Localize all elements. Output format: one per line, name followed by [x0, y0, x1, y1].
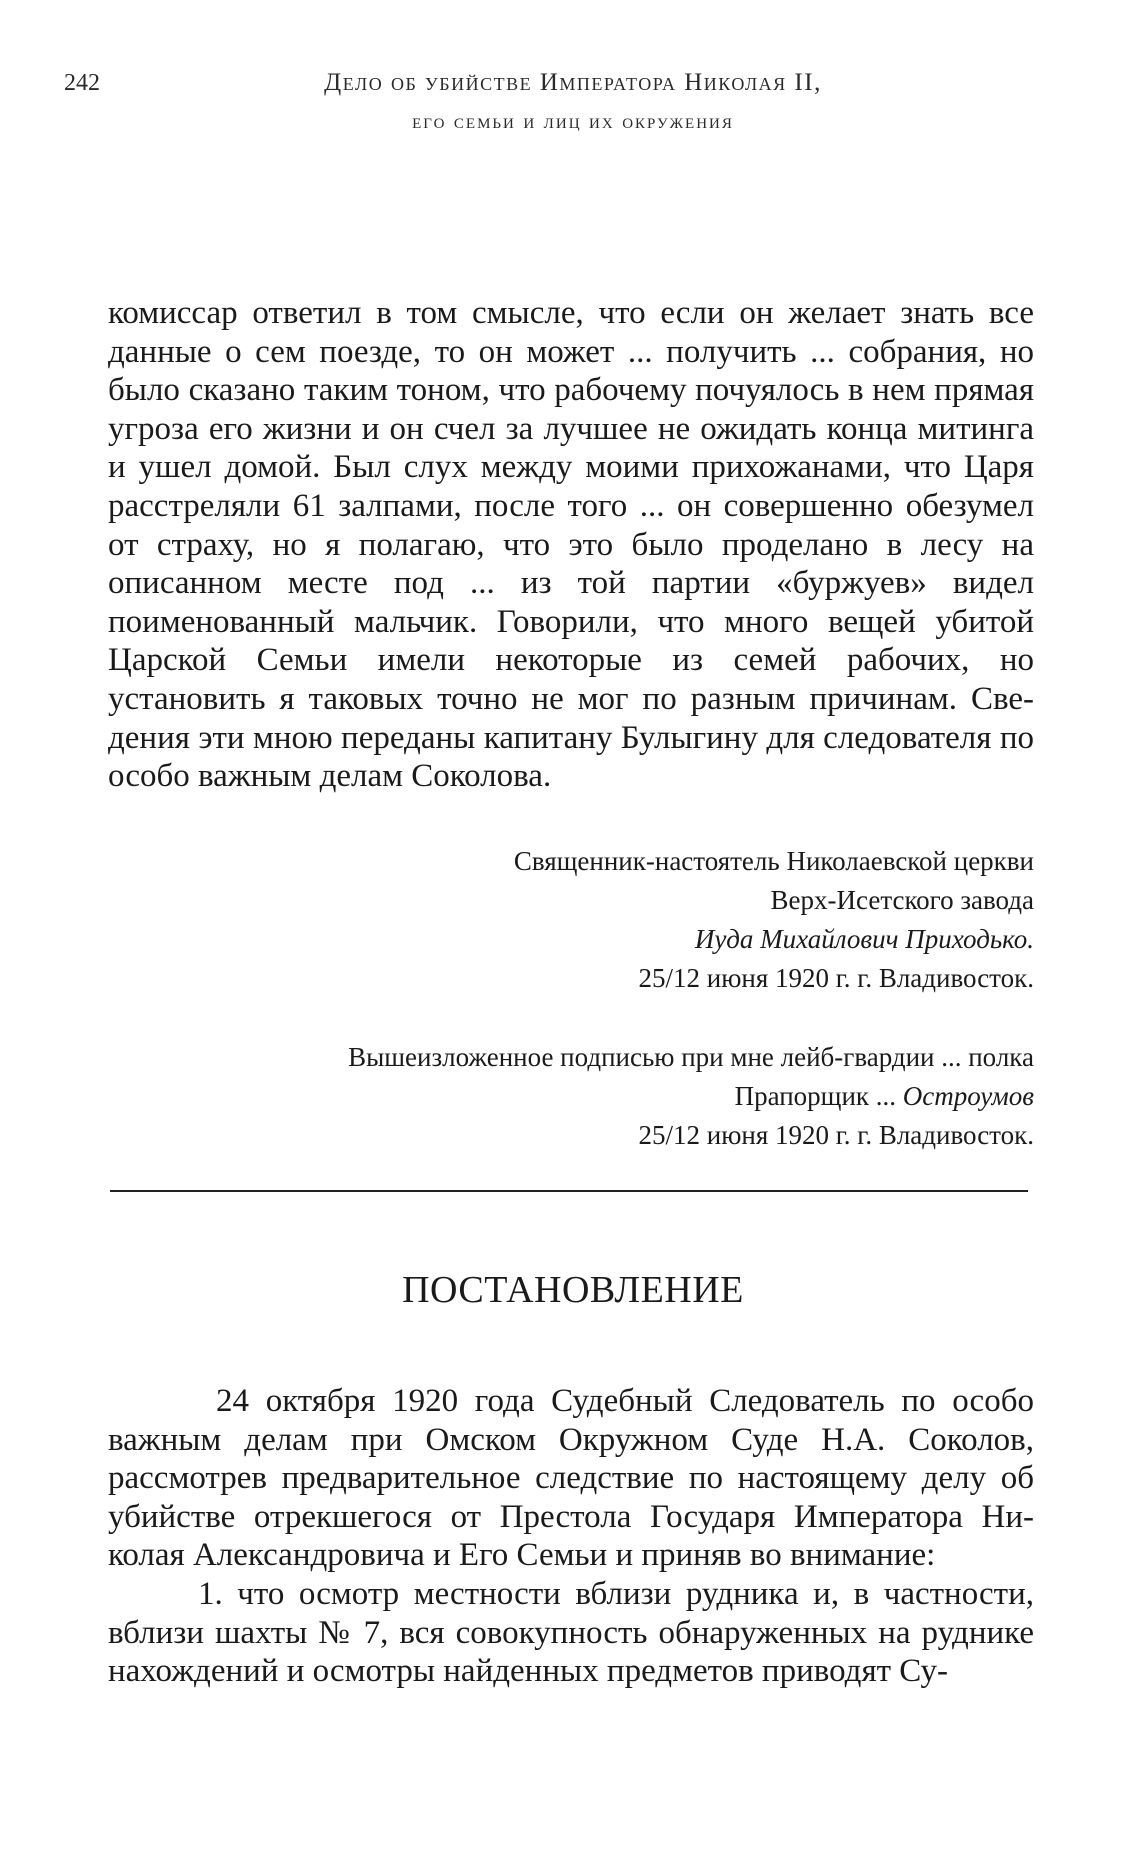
continued-testimony	[108, 294, 1034, 796]
priest-signature-block	[134, 842, 1034, 998]
witness-signature-block	[134, 1038, 1034, 1155]
witness-name: Остроумов	[902, 1081, 1034, 1111]
resolution-text	[108, 1382, 1034, 1691]
priest-parish: Верх-Исетского завода	[770, 885, 1034, 915]
section-divider	[110, 1190, 1028, 1192]
witness-statement: Вышеизложенное подписью при мне лейб-гвардии ... полка	[348, 1042, 1034, 1072]
resolution-paragraph-2: 1. что осмотр местности вблизи рудника и, в частности, вблизи шахты № 7, вся совокупность обнаруженных на руднике нахождений и осмотры найденных предметов приводят Су-	[108, 1575, 1034, 1690]
section-title: ПОСТАНОВЛЕНИЕ	[402, 1269, 744, 1311]
witness-rank: Прапорщик ...	[734, 1081, 897, 1111]
running-head	[190, 64, 956, 140]
priest-name: Иуда Михайлович Приходько.	[694, 924, 1034, 954]
priest-date: 25/12 июня 1920 г. г. Владивосток.	[638, 963, 1034, 993]
running-head-line-2: его семьи и лиц их окружения	[412, 108, 734, 133]
running-head-line-1: Дело об убийстве Императора Николая II,	[324, 69, 822, 96]
witness-date: 25/12 июня 1920 г. г. Владивосток.	[638, 1120, 1034, 1150]
resolution-paragraph-1: 24 октября 1920 года Судебный Следователь по особо важным делам при Омском Окружном Суде Н.А. Соколов, рассмотрев предварительное следствие по настоящему делу об убийстве отрекшегося от Престола Государя Императора Николая Александровича и Его Семьи и приняв во внимание:	[108, 1383, 1034, 1574]
page-number: 242	[64, 70, 100, 96]
priest-title: Священник-настоятель Николаевской церкви	[513, 846, 1034, 876]
testimony-paragraph: комиссар ответил в том смысле, что если он желает знать все данные о сем поезде, то он может ... получить ... собрания, но было сказано таким тоном, что рабочему почуялось в нем прямая угроза его жизни и он счел за лучшее не ожидать конца митинга и ушел домой. Был слух между моими прихожанами, что Царя расстреляли 61 залпами, после того ... он совершенно обезумел от страху, но я полагаю, что это было проделано в лесу на описанном месте под ... из той партии «буржуев» видел поименованный мальчик. Говорили, что много вещей убитой Царской Семьи имели некоторые из семей рабочих, но установить я таковых точно не мог по разным причинам. Сведения эти мною переданы капитану Булыгину для следователя по особо важным делам Соколова.	[108, 295, 1034, 795]
